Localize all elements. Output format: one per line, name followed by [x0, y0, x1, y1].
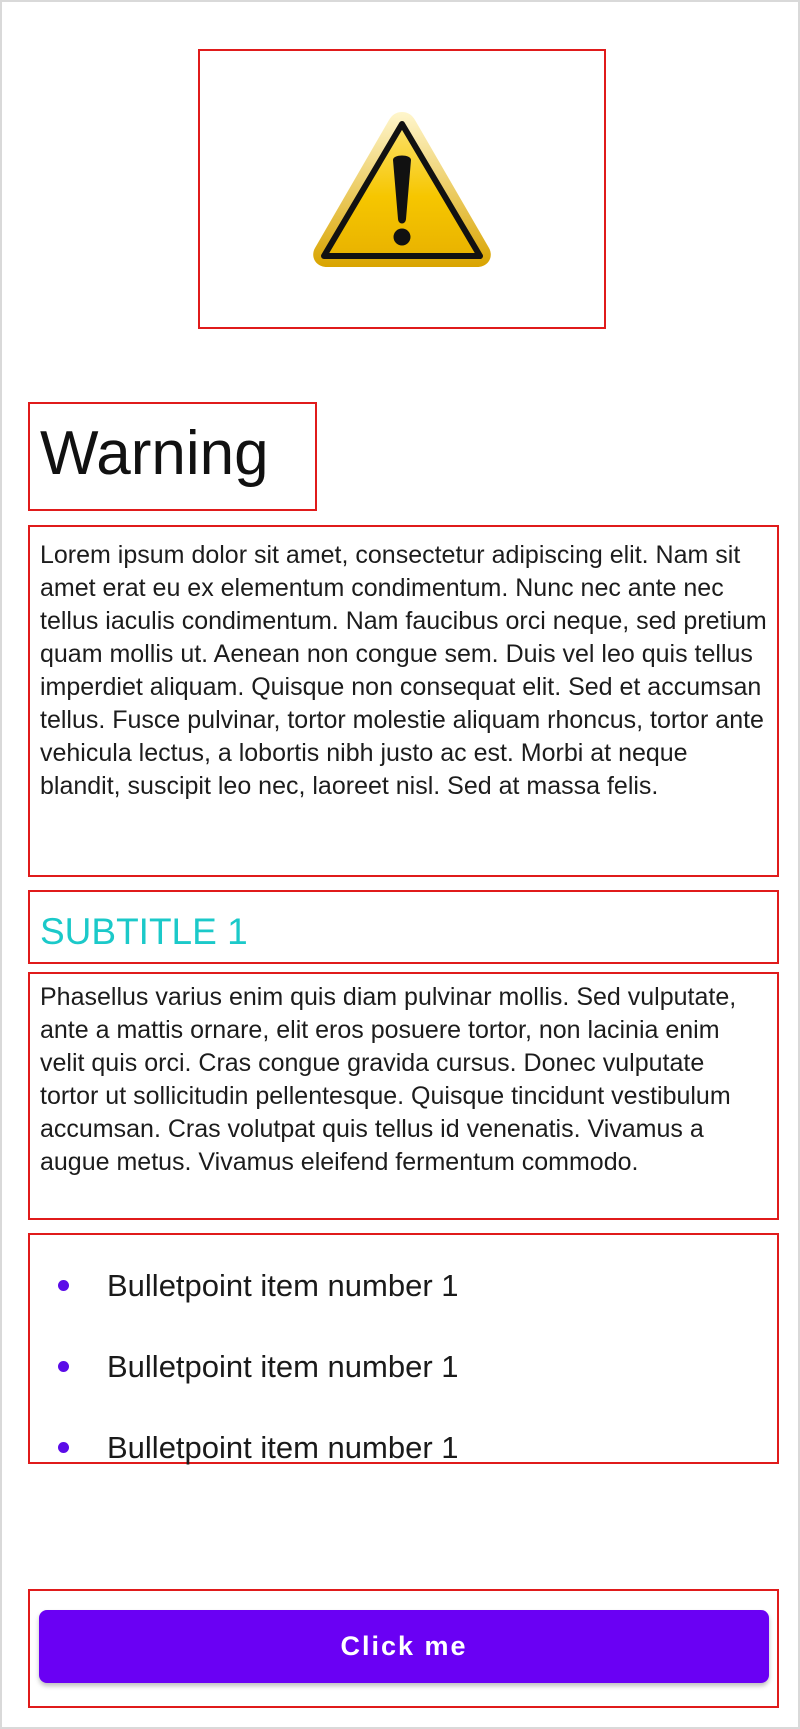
click-me-button[interactable]: Click me	[39, 1610, 769, 1683]
bullet-item-label: Bulletpoint item number 1	[107, 1348, 459, 1384]
page-title: Warning	[40, 419, 269, 488]
bullet-list-container	[28, 1233, 779, 1464]
section-paragraph-container	[28, 972, 779, 1220]
bullet-item-label: Bulletpoint item number 1	[107, 1267, 459, 1303]
intro-paragraph-container	[28, 525, 779, 877]
bullet-item	[30, 1407, 777, 1488]
title-container	[28, 402, 317, 511]
warning-image-container	[198, 49, 606, 329]
subtitle-container	[28, 890, 779, 964]
bullet-dot-icon	[58, 1442, 69, 1453]
bullet-dot-icon	[58, 1280, 69, 1291]
bullet-item-label: Bulletpoint item number 1	[107, 1429, 459, 1465]
warning-triangle-icon	[307, 104, 497, 274]
bullet-item	[30, 1245, 777, 1326]
button-container	[28, 1589, 779, 1708]
bullet-dot-icon	[58, 1361, 69, 1372]
section-subtitle: SUBTITLE 1	[40, 911, 248, 952]
intro-paragraph: Lorem ipsum dolor sit amet, consectetur adipiscing elit. Nam sit amet erat eu ex elementum condimentum. Nunc nec ante nec tellus iaculis condimentum. Nam faucibus orci neque, sed pretium quam mollis ut. Aenean non congue sem. Duis vel leo quis tellus imperdiet aliquam. Quisque non consequat elit. Sed et accumsan tellus. Fusce pulvinar, tortor molestie aliquam rhoncus, tortor ante vehicula lectus, a lobortis nibh justo ac est. Morbi at neque blandit, suscipit leo nec, laoreet nisl. Sed at massa felis.	[40, 541, 767, 800]
bullet-list	[30, 1245, 777, 1488]
section-paragraph: Phasellus varius enim quis diam pulvinar mollis. Sed vulputate, ante a mattis ornare, elit eros posuere tortor, non lacinia enim velit quis orci. Cras congue gravida cursus. Donec vulputate tortor ut sollicitudin pellentesque. Quisque tincidunt vestibulum accumsan. Cras volutpat quis tellus id venenatis. Vivamus a augue metus. Vivamus eleifend fermentum commodo.	[40, 983, 737, 1176]
bullet-item	[30, 1326, 777, 1407]
